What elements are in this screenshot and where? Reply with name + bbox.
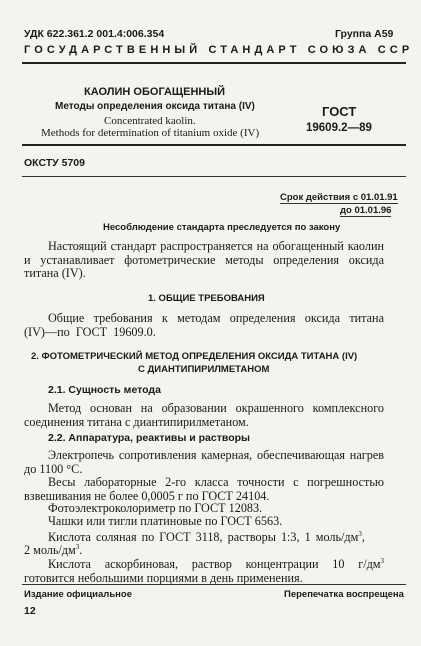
footer-left: Издание официальное — [24, 589, 132, 600]
hcl-superscript-2: 3 — [75, 543, 80, 551]
item-balance: Весы лабораторные 2-го класса точности с погрешностью взвешивания не более 0,0005 г по ГОСТ 24104. — [24, 475, 384, 503]
en-subtitle: Methods for determination of titanium oxide (IV) — [41, 127, 260, 139]
validity-to: до 01.01.96 — [340, 205, 392, 216]
validity-from: Срок действия с 01.01.91 — [280, 192, 398, 203]
footer-right: Перепечатка воспрещена — [284, 589, 404, 600]
legal-notice: Несоблюдение стандарта преследуется по закону — [103, 222, 341, 233]
doc-title: КАОЛИН ОБОГАЩЕННЫЙ — [84, 86, 226, 98]
hcl-superscript: 3 — [358, 530, 362, 538]
ascorbic-text: Кислота аскорбиновая, раствор концентрации 10 г/дм — [48, 557, 381, 572]
group-code: Группа А59 — [335, 28, 394, 40]
ascorbic-superscript: 3 — [380, 557, 384, 565]
section2-heading-line2: С ДИАНТИПИРИЛМЕТАНОМ — [138, 364, 270, 375]
item-hcl-line1: Кислота соляная по ГОСТ 3118, растворы 1:3, 1 моль/$дм^3$, — [48, 530, 365, 545]
en-title: Concentrated kaolin. — [104, 115, 196, 127]
item-ascorbic — [24, 555, 384, 585]
standard-line: ГОСУДАРСТВЕННЫЙ СТАНДАРТ СОЮЗА ССР — [24, 44, 414, 56]
hcl-text-2: 2 моль/дм — [24, 543, 76, 558]
hcl-text: Кислота соляная по ГОСТ 3118, растворы 1:3, 1 моль/дм — [48, 530, 359, 545]
udk-code: УДК 622.361.2 001.4:006.354 — [24, 28, 165, 40]
section1-heading: 1. ОБЩИЕ ТРЕБОВАНИЯ — [148, 293, 265, 304]
okstu-rule — [22, 176, 406, 177]
intro-paragraph: Настоящий стандарт распространяется на обогащенный каолин и устанавливает фотометрические методы определения оксида титана (IV). — [24, 239, 384, 280]
okstu-code: ОКСТУ 5709 — [24, 157, 85, 169]
section1-text: Общие требования к методам определения оксида титана (IV)—по ГОСТ 19609.0. — [24, 311, 384, 339]
item-photocolorimeter: Фотоэлектроколориметр по ГОСТ 12083. — [48, 501, 263, 515]
gost-number: 19609.2—89 — [306, 122, 372, 134]
subsection-2-2-heading: 2.2. Аппаратура, реактивы и растворы — [48, 432, 250, 444]
footer-rule — [22, 584, 406, 585]
gost-label: ГОСТ — [322, 104, 357, 119]
title-rule — [22, 144, 406, 146]
subsection-2-1-text: Метод основан на образовании окрашенного комплексного соединения титана с диантипирилметаном. — [24, 401, 384, 429]
section2-heading-line1: 2. ФОТОМЕТРИЧЕСКИЙ МЕТОД ОПРЕДЕЛЕНИЯ ОКСИДА ТИТАНА (IV) — [31, 351, 358, 362]
subsection-2-1-heading: 2.1. Сущность метода — [48, 384, 161, 396]
page-number: 12 — [24, 605, 36, 617]
item-furnace: Электропечь сопротивления камерная, обеспечивающая нагрев до 1100 °С. — [24, 448, 384, 476]
item-crucibles: Чашки или тигли платиновые по ГОСТ 6563. — [48, 514, 283, 528]
doc-subtitle: Методы определения оксида титана (IV) — [55, 101, 255, 112]
top-rule — [22, 62, 406, 64]
ascorbic-tail: готовится небольшими порциями в день применения. — [24, 570, 303, 585]
item-hcl-line2: 2 моль/$дм^3$. — [24, 543, 83, 558]
